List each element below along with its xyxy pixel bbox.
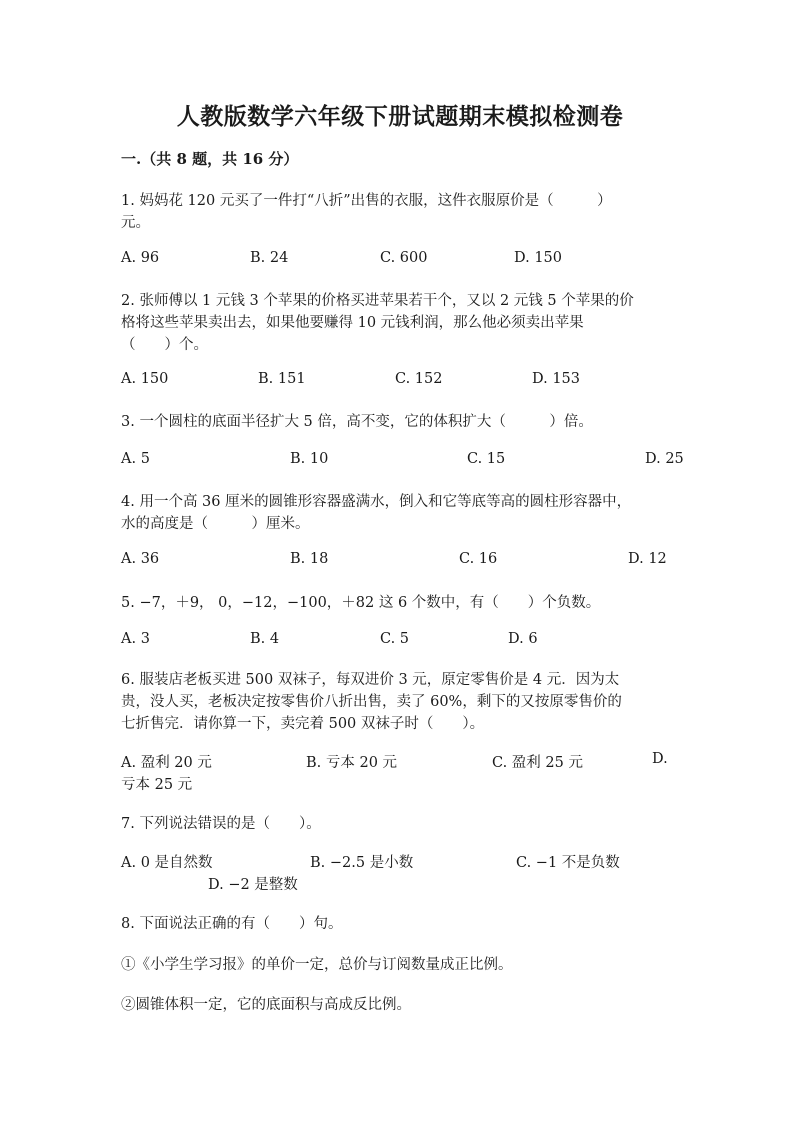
- question-1-option-d: D. 150: [514, 250, 563, 266]
- page-title: 人教版数学六年级下册试题期末模拟检测卷: [176, 103, 624, 130]
- question-4-option-b: B. 18: [290, 551, 329, 567]
- question-4-option-a: A. 36: [121, 551, 160, 567]
- question-5-option-d: D. 6: [508, 631, 538, 647]
- question-5-option-c: C. 5: [380, 631, 410, 647]
- statement-2: ②圆锥体积一定，它的底面积与高成反比例。: [121, 997, 411, 1013]
- question-3-option-a: A. 5: [121, 451, 150, 467]
- question-1-option-b: B. 24: [250, 250, 289, 266]
- question-2-line-2: 格将这些苹果卖出去，如果他要赚得 10 元钱利润，那么他必须卖出苹果: [121, 315, 584, 331]
- question-6-option-a: A. 盈利 20 元: [121, 755, 212, 771]
- statement-1: ①《小学生学习报》的单价一定，总价与订阅数量成正比例。: [121, 957, 513, 973]
- question-4-line-2: 水的高度是（ ）厘米。: [121, 516, 310, 532]
- question-6-option-b: B. 亏本 20 元: [306, 755, 398, 771]
- question-2-option-b: B. 151: [258, 371, 306, 387]
- question-5-option-b: B. 4: [250, 631, 280, 647]
- question-2-option-c: C. 152: [395, 371, 443, 387]
- question-3-option-d: D. 25: [645, 451, 684, 467]
- question-3-option-b: B. 10: [290, 451, 329, 467]
- question-7-line-1: 7. 下列说法错误的是（ ）。: [121, 816, 321, 832]
- question-2-option-a: A. 150: [121, 371, 169, 387]
- question-4-line-1: 4. 用一个高 36 厘米的圆锥形容器盛满水，倒入和它等底等高的圆柱形容器中，: [121, 494, 632, 510]
- question-6-option-c: C. 盈利 25 元: [492, 755, 583, 771]
- question-3-line-1: 3. 一个圆柱的底面半径扩大 5 倍，高不变，它的体积扩大（ ）倍。: [121, 414, 593, 430]
- question-7-option-b: B. −2.5 是小数: [310, 855, 414, 871]
- section-heading: 一.（共 8 题，共 16 分）: [121, 150, 299, 168]
- question-5-option-a: A. 3: [121, 631, 150, 647]
- question-7-option-c: C. −1 不是负数: [516, 855, 620, 871]
- question-4-option-d: D. 12: [628, 551, 667, 567]
- question-4-option-c: C. 16: [459, 551, 498, 567]
- question-5-line-1: 5. −7，＋9， 0，−12，−100，＋82 这 6 个数中，有（ ）个负数。: [121, 595, 601, 611]
- question-1-option-c: C. 600: [380, 250, 428, 266]
- question-1-line-2: 元。: [121, 215, 150, 231]
- question-1-line-1: 1. 妈妈花 120 元买了一件打“八折”出售的衣服，这件衣服原价是（ ）: [121, 193, 612, 209]
- question-2-option-d: D. 153: [532, 371, 581, 387]
- question-6-line-1: 6. 服装店老板买进 500 双袜子，每双进价 3 元，原定零售价是 4 元．因为太: [121, 672, 620, 688]
- question-6-option-d-text: 亏本 25 元: [121, 777, 193, 793]
- question-6-line-2: 贵，没人买，老板决定按零售价八折出售，卖了 60%，剩下的又按原零售价的: [121, 694, 622, 710]
- question-2-line-3: （ ）个。: [121, 337, 208, 353]
- question-6-line-3: 七折售完．请你算一下，卖完着 500 双袜子时（ ）。: [121, 716, 485, 732]
- question-7-option-a: A. 0 是自然数: [121, 855, 213, 871]
- question-8-line-1: 8. 下面说法正确的有（ ）句。: [121, 916, 343, 932]
- question-3-option-c: C. 15: [467, 451, 506, 467]
- question-2-line-1: 2. 张师傅以 1 元钱 3 个苹果的价格买进苹果若干个，又以 2 元钱 5 个苹果的价: [121, 293, 634, 309]
- question-6-option-d-label: D.: [652, 751, 668, 767]
- question-1-option-a: A. 96: [121, 250, 160, 266]
- question-7-option-d: D. −2 是整数: [208, 877, 298, 893]
